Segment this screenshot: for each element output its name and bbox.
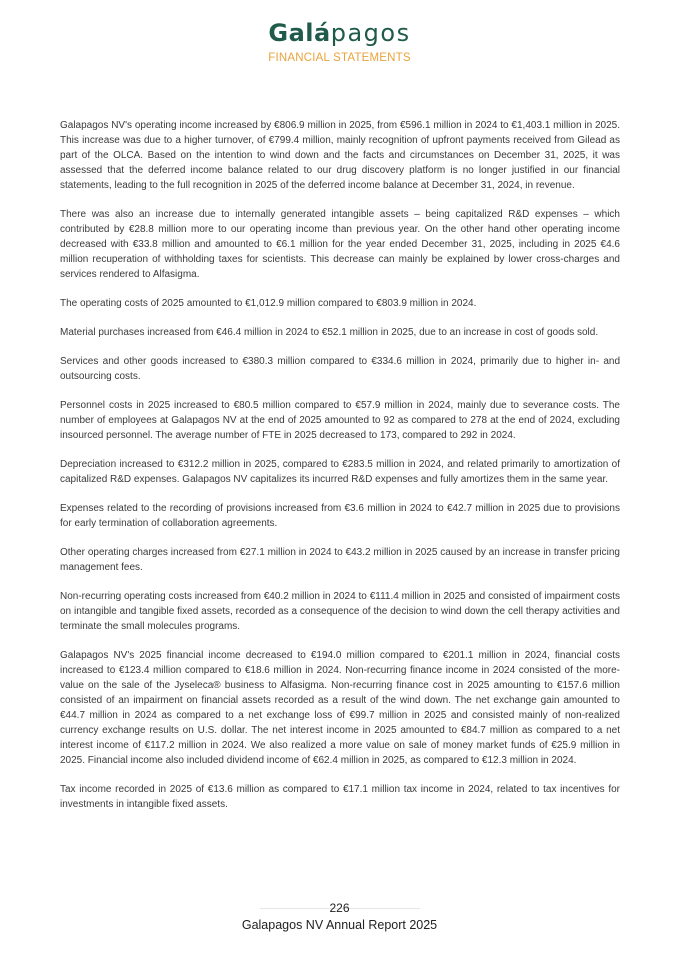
paragraph-operating-income: Galapagos NV's operating income increased by €806.9 million in 2025, from €596.1 million in 2024 to €1,403.1 million in 2025. This increase was due to a higher turnover, of €799.4 million, mainly recognition of upfront payments received from Gilead as part of the OLCA. Based on the intention to wind down and the facts and circumstances on December 31, 2025, it was assessed that the deferred income balance related to our drug discovery platform is no longer justified in our financial statements, leading to the full recognition in 2025 of the deferred income balance at December 31, 2024, in revenue. (60, 120, 620, 191)
paragraph-intangible-assets: There was also an increase due to internally generated intangible assets – being capitalized R&D expenses – which contributed by €28.8 million more to our operating income than previous year. On the other hand other operating income decreased with €33.8 million and amounted to €6.1 million for the year ended December 31, 2025, including in 2025 €4.6 million recuperation of withholding taxes for scientists. This decrease can mainly be explained by lower cross-charges and services rendered to Alfasigma. (60, 209, 620, 280)
galapagos-logo (0, 18, 679, 48)
section-title: FINANCIAL STATEMENTS (268, 52, 411, 64)
paragraph-services: Services and other goods increased to €380.3 million compared to €334.6 million in 2024, primarily due to higher in- and outsourcing costs. (60, 356, 620, 382)
paragraph-other-operating-charges: Other operating charges increased from €27.1 million in 2024 to €43.2 million in 2025 caused by an increase in transfer pricing management fees. (60, 547, 620, 573)
paragraph-depreciation: Depreciation increased to €312.2 million in 2025, compared to €283.5 million in 2024, and related primarily to amortization of capitalized R&D expenses. Galapagos NV capitalizes its incurred R&D expenses and fully amortizes them in the same year. (60, 459, 620, 485)
paragraph-operating-costs: The operating costs of 2025 amounted to €1,012.9 million compared to €803.9 million in 2024. (60, 298, 477, 309)
paragraph-non-recurring-costs: Non-recurring operating costs increased from €40.2 million in 2024 to €111.4 million in 2025 and consisted of impairment costs on intangible and tangible fixed assets, recorded as a consequence of the decision to wind down the cell therapy activities and terminate the small molecules programs. (60, 591, 620, 632)
logo-text-bold: Galá (268, 19, 331, 47)
logo-text-light: pagos (330, 19, 411, 47)
report-title: Galapagos NV Annual Report 2025 (241, 918, 438, 932)
paragraph-material-purchases: Material purchases increased from €46.4 million in 2024 to €52.1 million in 2025, due to an increase in cost of goods sold. (60, 327, 599, 338)
paragraph-tax-income: Tax income recorded in 2025 of €13.6 million as compared to €17.1 million tax income in 2024, related to tax incentives for investments in intangible fixed assets. (60, 784, 620, 810)
paragraph-personnel-costs: Personnel costs in 2025 increased to €80.5 million compared to €57.9 million in 2024, mainly due to severance costs. The number of employees at Galapagos NV at the end of 2025 amounted to 92 as compared to 278 at the end of 2024, excluding insourced personnel. The average number of FTE in 2025 decreased to 173, compared to 292 in 2024. (60, 400, 620, 441)
paragraph-provisions: Expenses related to the recording of provisions increased from €3.6 million in 2024 to €42.7 million in 2025 due to provisions for early termination of collaboration agreements. (60, 503, 620, 529)
paragraph-financial-income: Galapagos NV's 2025 financial income decreased to €194.0 million compared to €201.1 million in 2024, financial costs increased to €123.4 million compared to €18.6 million in 2024. Non-recurring finance income in 2024 consisted of the more-value on the sale of the Jyseleca® business to Alfasigma. Non-recurring finance cost in 2025 amounting to €157.6 million consisted of an impairment on financial assets recorded as a result of the wind down. The net exchange gain amounted to €44.7 million in 2024 as compared to a net exchange loss of €99.7 million in 2025 and consisted mainly of non-realized currency exchange results on U.S. dollar. The net interest income in 2025 amounted to €84.7 million as compared to a net interest income of €117.2 million in 2024. We also realized a more value on sale of money market funds of €25.9 million in 2025. Financial income also included dividend income of €62.4 million in 2025, as compared to €12.3 million in 2024. (60, 650, 620, 766)
page-footer (0, 901, 679, 933)
page-header (0, 18, 679, 65)
page-number: 226 (329, 901, 350, 915)
document-body (60, 118, 620, 826)
